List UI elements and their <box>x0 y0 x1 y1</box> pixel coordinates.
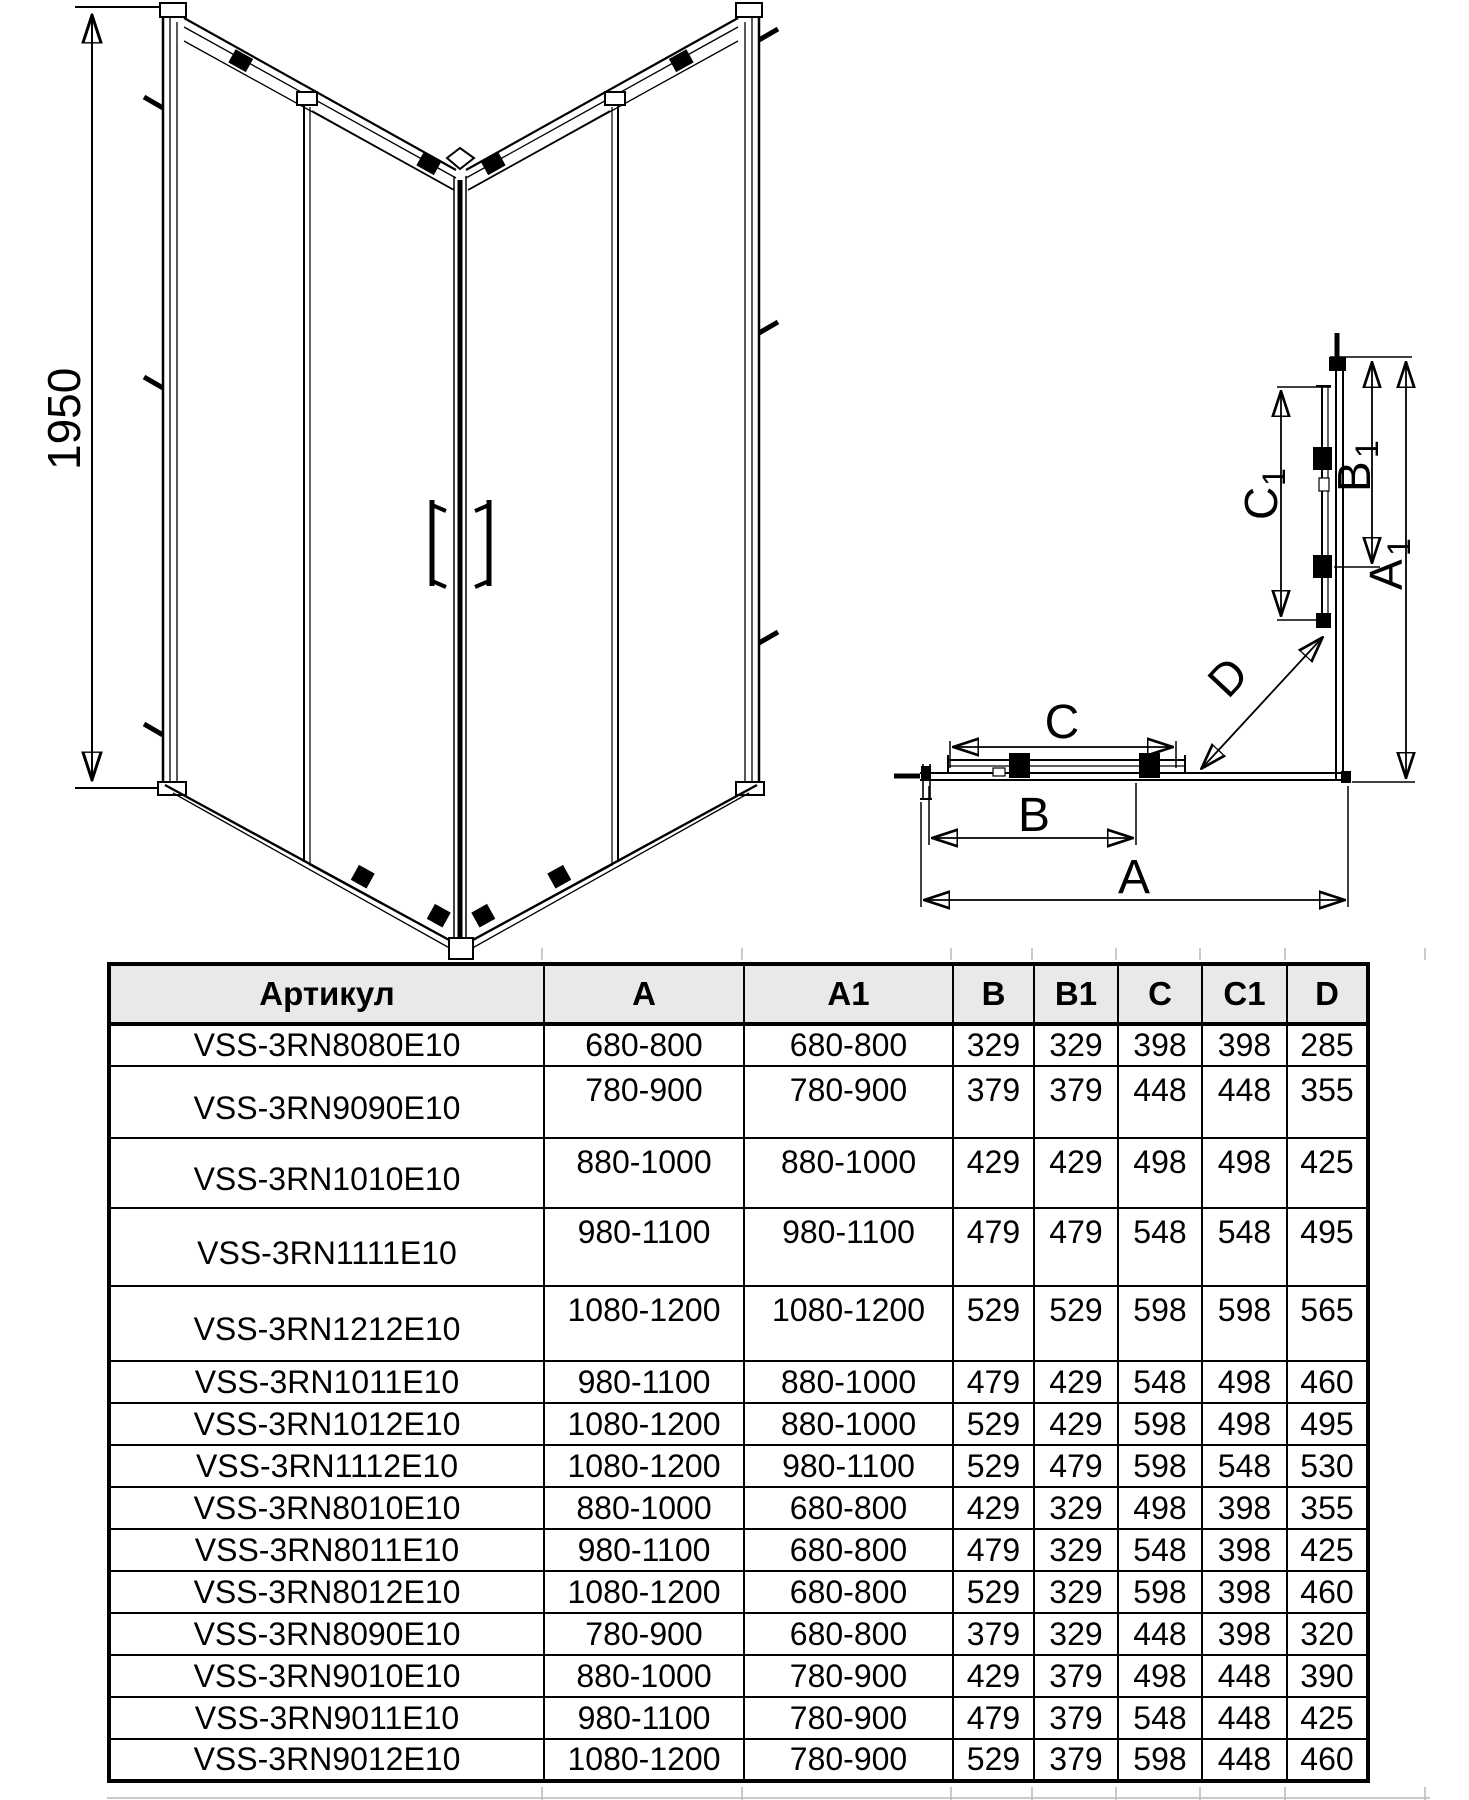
cell-c: 598 <box>1118 1739 1202 1781</box>
cell-b: 429 <box>953 1138 1034 1208</box>
table-row <box>109 1529 1368 1571</box>
cell-b: 479 <box>953 1697 1034 1739</box>
cell-c1: 448 <box>1202 1739 1287 1781</box>
cell-d: 390 <box>1287 1655 1368 1697</box>
cell-d: 425 <box>1287 1529 1368 1571</box>
cell-b: 529 <box>953 1445 1034 1487</box>
dim-label-c1-sub: 1 <box>1256 468 1292 486</box>
cell-c: 548 <box>1118 1208 1202 1286</box>
cell-a1: 880-1000 <box>744 1361 953 1403</box>
cell-a: 780-900 <box>544 1613 744 1655</box>
cell-b1: 429 <box>1034 1361 1118 1403</box>
cell-a: 980-1100 <box>544 1208 744 1286</box>
cell-c: 548 <box>1118 1361 1202 1403</box>
cell-artikul: VSS-3RN9012E10 <box>109 1739 544 1781</box>
cell-c1: 448 <box>1202 1066 1287 1138</box>
cell-artikul: VSS-3RN9010E10 <box>109 1655 544 1697</box>
cell-a: 880-1000 <box>544 1487 744 1529</box>
cell-b: 379 <box>953 1613 1034 1655</box>
cell-b: 479 <box>953 1529 1034 1571</box>
cell-d: 460 <box>1287 1571 1368 1613</box>
dim-label-c: C <box>1044 696 1080 749</box>
cell-c: 498 <box>1118 1655 1202 1697</box>
cell-c1: 548 <box>1202 1208 1287 1286</box>
table-row <box>109 1138 1368 1208</box>
cell-d: 285 <box>1287 1024 1368 1066</box>
cell-a: 680-800 <box>544 1024 744 1066</box>
table-row <box>109 1739 1368 1781</box>
cell-d: 355 <box>1287 1487 1368 1529</box>
cell-c: 598 <box>1118 1571 1202 1613</box>
cell-a1: 880-1000 <box>744 1138 953 1208</box>
cell-a: 1080-1200 <box>544 1445 744 1487</box>
cell-a: 1080-1200 <box>544 1286 744 1361</box>
cell-artikul: VSS-3RN8080E10 <box>109 1024 544 1066</box>
height-dimension <box>38 7 160 788</box>
cell-a: 1080-1200 <box>544 1403 744 1445</box>
table-row <box>109 1403 1368 1445</box>
cell-a: 980-1100 <box>544 1529 744 1571</box>
cell-a1: 1080-1200 <box>744 1286 953 1361</box>
cell-c: 598 <box>1118 1286 1202 1361</box>
cell-a1: 680-800 <box>744 1571 953 1613</box>
table-row <box>109 1445 1368 1487</box>
cell-b1: 479 <box>1034 1208 1118 1286</box>
cell-c1: 398 <box>1202 1571 1287 1613</box>
cell-c1: 398 <box>1202 1024 1287 1066</box>
cell-d: 565 <box>1287 1286 1368 1361</box>
cell-c: 548 <box>1118 1697 1202 1739</box>
dim-label-a1: A <box>1360 559 1412 590</box>
cell-a1: 680-800 <box>744 1487 953 1529</box>
cell-a: 880-1000 <box>544 1138 744 1208</box>
dim-A1 <box>1352 363 1417 782</box>
col-header-b1: B1 <box>1034 964 1118 1024</box>
cell-a: 1080-1200 <box>544 1739 744 1781</box>
cell-c: 498 <box>1118 1487 1202 1529</box>
iso-corner-post <box>447 148 474 959</box>
cell-a: 980-1100 <box>544 1361 744 1403</box>
cell-d: 425 <box>1287 1138 1368 1208</box>
cell-b: 479 <box>953 1361 1034 1403</box>
door-handle-icon <box>475 500 489 587</box>
col-header-a1: A1 <box>744 964 953 1024</box>
cell-c: 598 <box>1118 1403 1202 1445</box>
dimension-table-head <box>109 964 1368 1024</box>
table-row <box>109 1024 1368 1066</box>
cell-b: 479 <box>953 1208 1034 1286</box>
plan-right-wall <box>1313 333 1346 781</box>
col-header-d: D <box>1287 964 1368 1024</box>
cell-artikul: VSS-3RN1011E10 <box>109 1361 544 1403</box>
cell-b1: 379 <box>1034 1697 1118 1739</box>
cell-b1: 329 <box>1034 1487 1118 1529</box>
cell-b1: 379 <box>1034 1066 1118 1138</box>
table-row <box>109 1361 1368 1403</box>
wall-bracket-icon <box>759 29 778 643</box>
dim-label-a1-sub: 1 <box>1381 538 1417 556</box>
table-row <box>109 1613 1368 1655</box>
cell-artikul: VSS-3RN1112E10 <box>109 1445 544 1487</box>
cell-a: 1080-1200 <box>544 1571 744 1613</box>
cell-b1: 529 <box>1034 1286 1118 1361</box>
cell-a1: 980-1100 <box>744 1445 953 1487</box>
cell-a1: 780-900 <box>744 1066 953 1138</box>
iso-view <box>38 3 778 959</box>
cell-d: 320 <box>1287 1613 1368 1655</box>
dimension-table-body <box>109 1024 1368 1781</box>
dim-D <box>1197 638 1322 768</box>
cell-b1: 329 <box>1034 1613 1118 1655</box>
table-row <box>109 1208 1368 1286</box>
cell-c: 498 <box>1118 1138 1202 1208</box>
cell-c: 598 <box>1118 1445 1202 1487</box>
col-header-b: B <box>953 964 1034 1024</box>
cell-artikul: VSS-3RN1012E10 <box>109 1403 544 1445</box>
cell-artikul: VSS-3RN9090E10 <box>109 1066 544 1138</box>
dim-label-c1: C <box>1235 486 1287 520</box>
cell-c1: 398 <box>1202 1487 1287 1529</box>
cell-d: 495 <box>1287 1208 1368 1286</box>
dim-label-b: B <box>1017 789 1051 842</box>
cell-b: 529 <box>953 1286 1034 1361</box>
cell-artikul: VSS-3RN8012E10 <box>109 1571 544 1613</box>
table-row <box>109 1655 1368 1697</box>
cell-b: 429 <box>953 1655 1034 1697</box>
col-header-c1: C1 <box>1202 964 1287 1024</box>
cell-a: 780-900 <box>544 1066 744 1138</box>
cell-c1: 498 <box>1202 1361 1287 1403</box>
cell-artikul: VSS-3RN8010E10 <box>109 1487 544 1529</box>
cell-c1: 598 <box>1202 1286 1287 1361</box>
cell-artikul: VSS-3RN8090E10 <box>109 1613 544 1655</box>
cell-c1: 498 <box>1202 1403 1287 1445</box>
cell-a: 880-1000 <box>544 1655 744 1697</box>
cell-d: 425 <box>1287 1697 1368 1739</box>
cell-b1: 429 <box>1034 1138 1118 1208</box>
cell-b: 429 <box>953 1487 1034 1529</box>
cell-c1: 498 <box>1202 1138 1287 1208</box>
dim-label-b1-sub: 1 <box>1349 440 1385 458</box>
table-row <box>109 1571 1368 1613</box>
cell-a1: 680-800 <box>744 1613 953 1655</box>
cell-a1: 780-900 <box>744 1655 953 1697</box>
cell-a1: 780-900 <box>744 1739 953 1781</box>
table-row <box>109 1697 1368 1739</box>
cell-d: 355 <box>1287 1066 1368 1138</box>
cell-artikul: VSS-3RN1111E10 <box>109 1208 544 1286</box>
cell-c1: 448 <box>1202 1697 1287 1739</box>
cell-d: 495 <box>1287 1403 1368 1445</box>
cell-c: 448 <box>1118 1066 1202 1138</box>
cell-b: 329 <box>953 1024 1034 1066</box>
cell-b: 529 <box>953 1403 1034 1445</box>
cell-d: 460 <box>1287 1739 1368 1781</box>
cell-b: 529 <box>953 1571 1034 1613</box>
iso-left-wall <box>144 3 462 955</box>
cell-c: 448 <box>1118 1613 1202 1655</box>
cell-a1: 980-1100 <box>744 1208 953 1286</box>
cell-d: 530 <box>1287 1445 1368 1487</box>
cell-c1: 448 <box>1202 1655 1287 1697</box>
dim-B <box>929 783 1136 845</box>
cell-a1: 880-1000 <box>744 1403 953 1445</box>
cell-a: 980-1100 <box>544 1697 744 1739</box>
cell-artikul: VSS-3RN1010E10 <box>109 1138 544 1208</box>
cell-a1: 680-800 <box>744 1529 953 1571</box>
cell-b1: 479 <box>1034 1445 1118 1487</box>
cell-b1: 329 <box>1034 1529 1118 1571</box>
cell-b1: 379 <box>1034 1739 1118 1781</box>
cell-b: 529 <box>953 1739 1034 1781</box>
table-row <box>109 1487 1368 1529</box>
col-header-c: C <box>1118 964 1202 1024</box>
col-header-a: A <box>544 964 744 1024</box>
dim-B1 <box>1328 357 1412 567</box>
cell-d: 460 <box>1287 1361 1368 1403</box>
cell-b1: 379 <box>1034 1655 1118 1697</box>
cell-artikul: VSS-3RN1212E10 <box>109 1286 544 1361</box>
dim-label-d: D <box>1197 647 1258 707</box>
height-dimension-label: 1950 <box>38 367 90 470</box>
table-row <box>109 1066 1368 1138</box>
iso-right-wall <box>460 3 778 955</box>
cell-c: 398 <box>1118 1024 1202 1066</box>
col-header-artikul: Артикул <box>109 964 544 1024</box>
cell-c1: 548 <box>1202 1445 1287 1487</box>
header-row <box>109 964 1368 1024</box>
cell-artikul: VSS-3RN8011E10 <box>109 1529 544 1571</box>
cell-b1: 329 <box>1034 1024 1118 1066</box>
table-row <box>109 1286 1368 1361</box>
dim-C1 <box>1235 387 1331 620</box>
cell-a1: 780-900 <box>744 1697 953 1739</box>
plan-bottom-wall <box>894 753 1351 800</box>
wall-bracket-icon <box>144 97 163 735</box>
dim-A <box>921 786 1348 907</box>
cell-artikul: VSS-3RN9011E10 <box>109 1697 544 1739</box>
cell-c: 548 <box>1118 1529 1202 1571</box>
cell-a1: 680-800 <box>744 1024 953 1066</box>
cell-b1: 329 <box>1034 1571 1118 1613</box>
cell-c1: 398 <box>1202 1529 1287 1571</box>
door-handle-icon <box>432 500 446 587</box>
dimension-table <box>107 962 1370 1783</box>
cell-c1: 398 <box>1202 1613 1287 1655</box>
dim-label-b1: B <box>1328 461 1380 492</box>
cell-b: 379 <box>953 1066 1034 1138</box>
dim-label-a: A <box>1117 851 1151 904</box>
plan-view <box>894 333 1417 907</box>
cell-b1: 429 <box>1034 1403 1118 1445</box>
